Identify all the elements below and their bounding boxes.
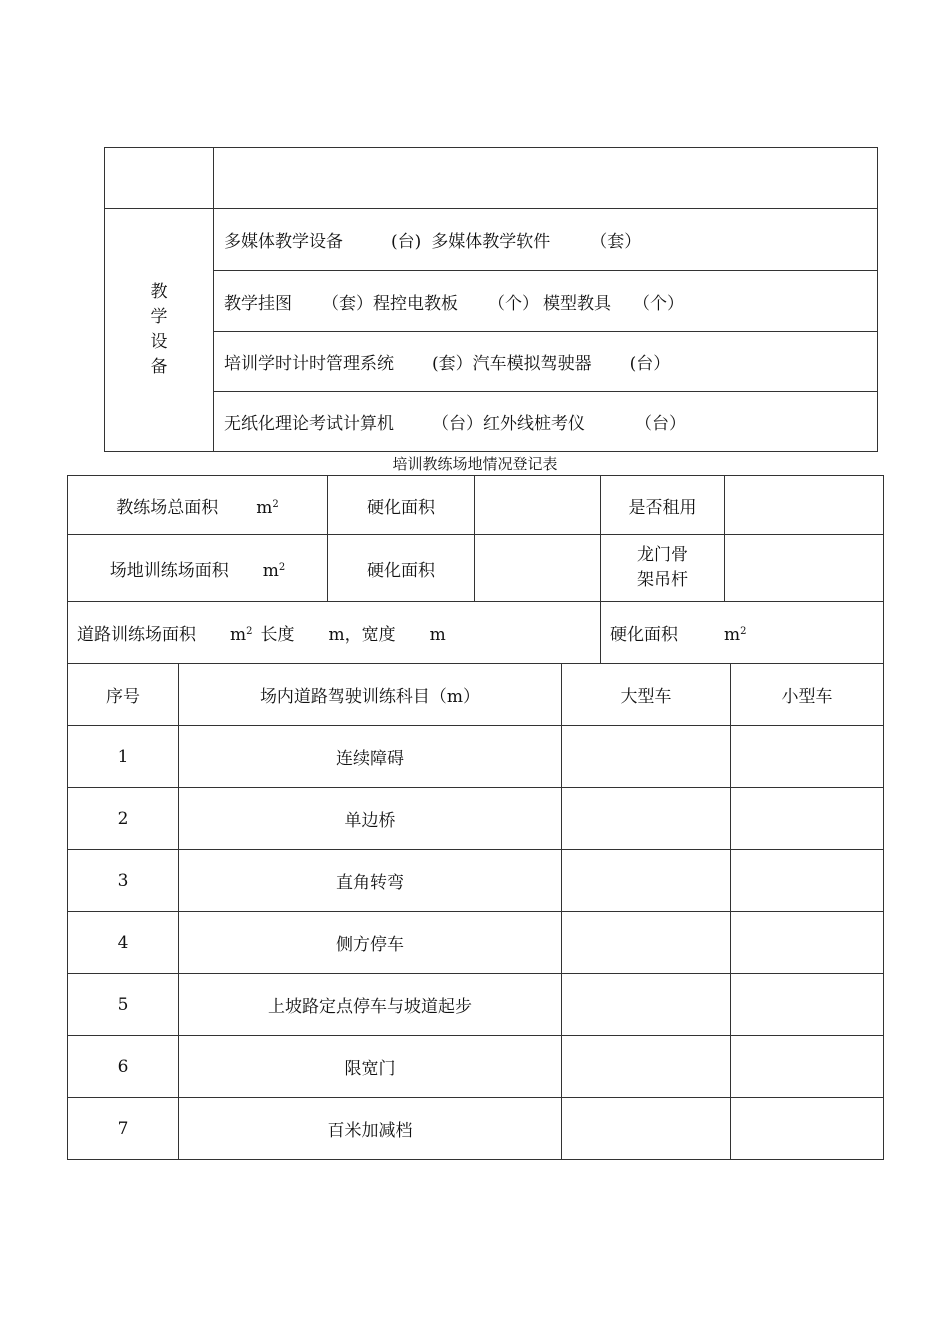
item-unit: （个） bbox=[633, 293, 684, 314]
item-name: 模型教具 bbox=[543, 293, 611, 314]
hardened-area-label: 硬化面积 bbox=[328, 476, 475, 535]
hardened-area-value bbox=[475, 535, 601, 602]
table-row bbox=[68, 850, 884, 912]
table-row bbox=[68, 912, 884, 974]
label-text: 龙门骨 bbox=[637, 545, 688, 565]
row-small-value bbox=[731, 912, 884, 974]
table-row bbox=[68, 1036, 884, 1098]
teaching-equipment-table bbox=[104, 147, 878, 452]
equipment-row bbox=[214, 392, 878, 452]
row-course: 连续障碍 bbox=[179, 726, 562, 788]
equipment-row bbox=[214, 271, 878, 332]
row-large-value bbox=[562, 788, 731, 850]
label-text: m，宽度 bbox=[328, 625, 396, 645]
row-no: 2 bbox=[68, 788, 179, 850]
row-no: 6 bbox=[68, 1036, 179, 1098]
item-name: 红外线桩考仪 bbox=[483, 414, 585, 434]
item-name: 无纸化理论考试计算机 bbox=[224, 414, 394, 434]
venue-area-label bbox=[68, 535, 328, 602]
road-hardened-cell bbox=[601, 602, 884, 664]
row-large-value bbox=[562, 1036, 731, 1098]
item-name: 培训学时计时管理系统 bbox=[224, 354, 394, 374]
site-info-table bbox=[67, 475, 884, 664]
row-course: 单边桥 bbox=[179, 788, 562, 850]
section-label-char: 学 bbox=[150, 307, 168, 327]
header-no: 序号 bbox=[68, 664, 179, 726]
equipment-row bbox=[214, 332, 878, 392]
header-small-vehicle: 小型车 bbox=[731, 664, 884, 726]
item-unit: (套） bbox=[432, 354, 473, 374]
unit-text: m bbox=[230, 625, 247, 645]
blank-label-cell bbox=[105, 148, 214, 209]
table-row bbox=[68, 726, 884, 788]
item-unit: （台） bbox=[635, 414, 686, 434]
hardened-area-value bbox=[475, 476, 601, 535]
row-no: 1 bbox=[68, 726, 179, 788]
course-table bbox=[67, 663, 884, 1160]
unit-sup: 2 bbox=[272, 498, 279, 510]
row-small-value bbox=[731, 788, 884, 850]
section-label bbox=[105, 209, 214, 452]
item-unit: (台) bbox=[391, 232, 422, 252]
gantry-label bbox=[601, 535, 725, 602]
row-course: 直角转弯 bbox=[179, 850, 562, 912]
unit-text: m bbox=[429, 625, 446, 645]
row-large-value bbox=[562, 912, 731, 974]
road-area-cell bbox=[68, 602, 601, 664]
item-unit: （套） bbox=[322, 293, 373, 314]
row-no: 5 bbox=[68, 974, 179, 1036]
row-large-value bbox=[562, 1098, 731, 1160]
row-course: 侧方停车 bbox=[179, 912, 562, 974]
item-unit: (台） bbox=[629, 354, 671, 374]
header-course: 场内道路驾驶训练科目（m） bbox=[179, 664, 562, 726]
blank-value-cell bbox=[214, 148, 878, 209]
label-text: 道路训练场面积 bbox=[77, 625, 196, 645]
section-label-char: 设 bbox=[150, 332, 168, 352]
table-row bbox=[68, 974, 884, 1036]
unit-sup: 2 bbox=[246, 626, 253, 637]
unit-text: m bbox=[262, 560, 279, 581]
row-small-value bbox=[731, 1036, 884, 1098]
row-large-value bbox=[562, 974, 731, 1036]
header-large-vehicle: 大型车 bbox=[562, 664, 731, 726]
row-large-value bbox=[562, 850, 731, 912]
row-small-value bbox=[731, 726, 884, 788]
label-text: 场地训练场面积 bbox=[109, 560, 229, 581]
gantry-value bbox=[725, 535, 884, 602]
item-unit: （台） bbox=[432, 414, 483, 434]
total-area-label bbox=[68, 476, 328, 535]
row-large-value bbox=[562, 726, 731, 788]
label-text: 架吊杆 bbox=[637, 570, 688, 590]
item-name: 程控电教板 bbox=[373, 293, 458, 314]
unit-text: m bbox=[724, 625, 741, 645]
item-unit: （套） bbox=[590, 232, 642, 252]
row-small-value bbox=[731, 850, 884, 912]
row-small-value bbox=[731, 974, 884, 1036]
rented-label: 是否租用 bbox=[601, 476, 725, 535]
unit-sup: 2 bbox=[278, 561, 286, 573]
hardened-area-label: 硬化面积 bbox=[328, 535, 475, 602]
table-row bbox=[68, 1098, 884, 1160]
item-name: 汽车模拟驾驶器 bbox=[472, 354, 592, 374]
row-course: 百米加减档 bbox=[179, 1098, 562, 1160]
table-row bbox=[68, 788, 884, 850]
section-label-char: 教 bbox=[150, 282, 168, 302]
row-no: 7 bbox=[68, 1098, 179, 1160]
label-text: 硬化面积 bbox=[610, 625, 678, 645]
rented-value bbox=[725, 476, 884, 535]
item-name: 教学挂图 bbox=[224, 293, 292, 314]
item-name: 多媒体教学软件 bbox=[431, 232, 551, 252]
label-text: 长度 bbox=[260, 625, 295, 645]
site-table-caption: 培训教练场地情况登记表 bbox=[392, 455, 558, 473]
item-name: 多媒体教学设备 bbox=[224, 232, 343, 252]
unit-sup: 2 bbox=[740, 626, 747, 637]
row-small-value bbox=[731, 1098, 884, 1160]
row-no: 3 bbox=[68, 850, 179, 912]
row-no: 4 bbox=[68, 912, 179, 974]
unit-text: m bbox=[256, 497, 273, 518]
item-unit: （个） bbox=[488, 293, 539, 314]
section-label-char: 备 bbox=[150, 357, 168, 377]
equipment-row bbox=[214, 209, 878, 271]
row-course: 限宽门 bbox=[179, 1036, 562, 1098]
label-text: 教练场总面积 bbox=[116, 497, 219, 518]
row-course: 上坡路定点停车与坡道起步 bbox=[179, 974, 562, 1036]
